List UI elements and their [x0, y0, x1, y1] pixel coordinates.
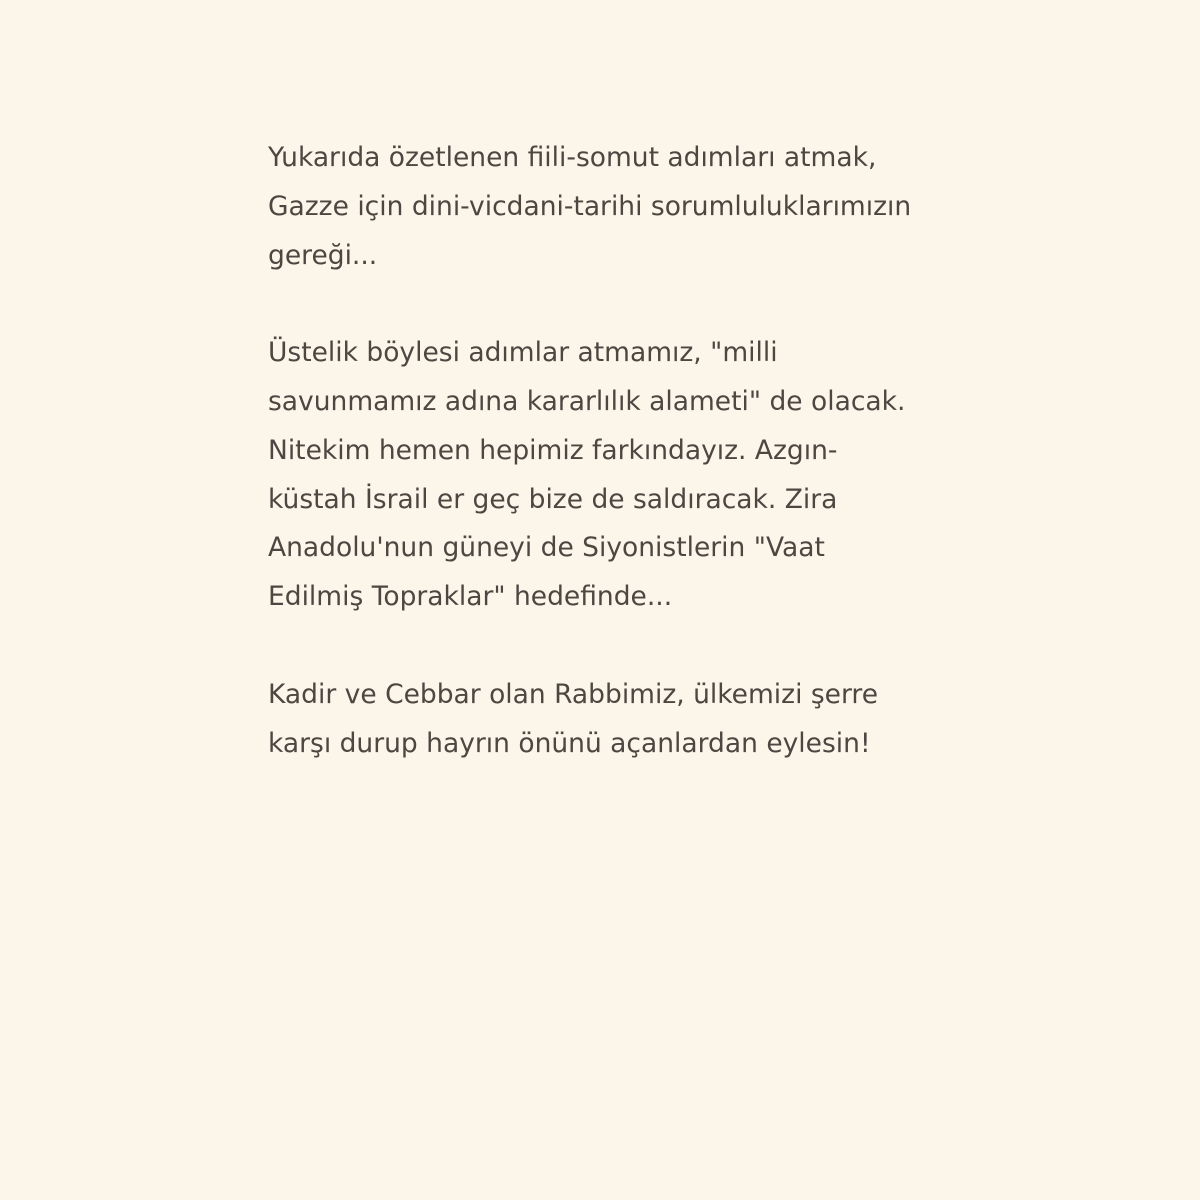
text-line: Anadolu'nun güneyi de Siyonistlerin "Vaat	[268, 532, 825, 564]
note-body	[268, 134, 968, 768]
text-line: Edilmiş Topraklar" hedefinde...	[268, 581, 673, 613]
paragraph-1	[268, 134, 968, 280]
text-line: Kadir ve Cebbar olan Rabbimiz, ülkemizi şerre	[268, 678, 879, 710]
text-line: Nitekim hemen hepimiz farkındayız. Azgın-	[268, 434, 838, 466]
text-line: Yukarıda özetlenen fiili-somut adımları atmak,	[268, 142, 877, 173]
text-line: küstah İsrail er geç bize de saldıracak. Zira	[268, 483, 838, 515]
text-line: karşı durup hayrın önünü açanlardan eylesin!	[268, 727, 871, 759]
text-line: Gazze için dini-vicdani-tarihi sorumluluklarımızın	[268, 190, 912, 222]
paragraph-3	[268, 671, 968, 769]
text-line: Üstelik böylesi adımlar atmamız, "milli	[268, 337, 778, 369]
text-line: savunmamız adına kararlılık alameti" de olacak.	[268, 385, 906, 417]
paragraph-2	[268, 329, 968, 622]
text-line: gereği...	[268, 239, 378, 271]
